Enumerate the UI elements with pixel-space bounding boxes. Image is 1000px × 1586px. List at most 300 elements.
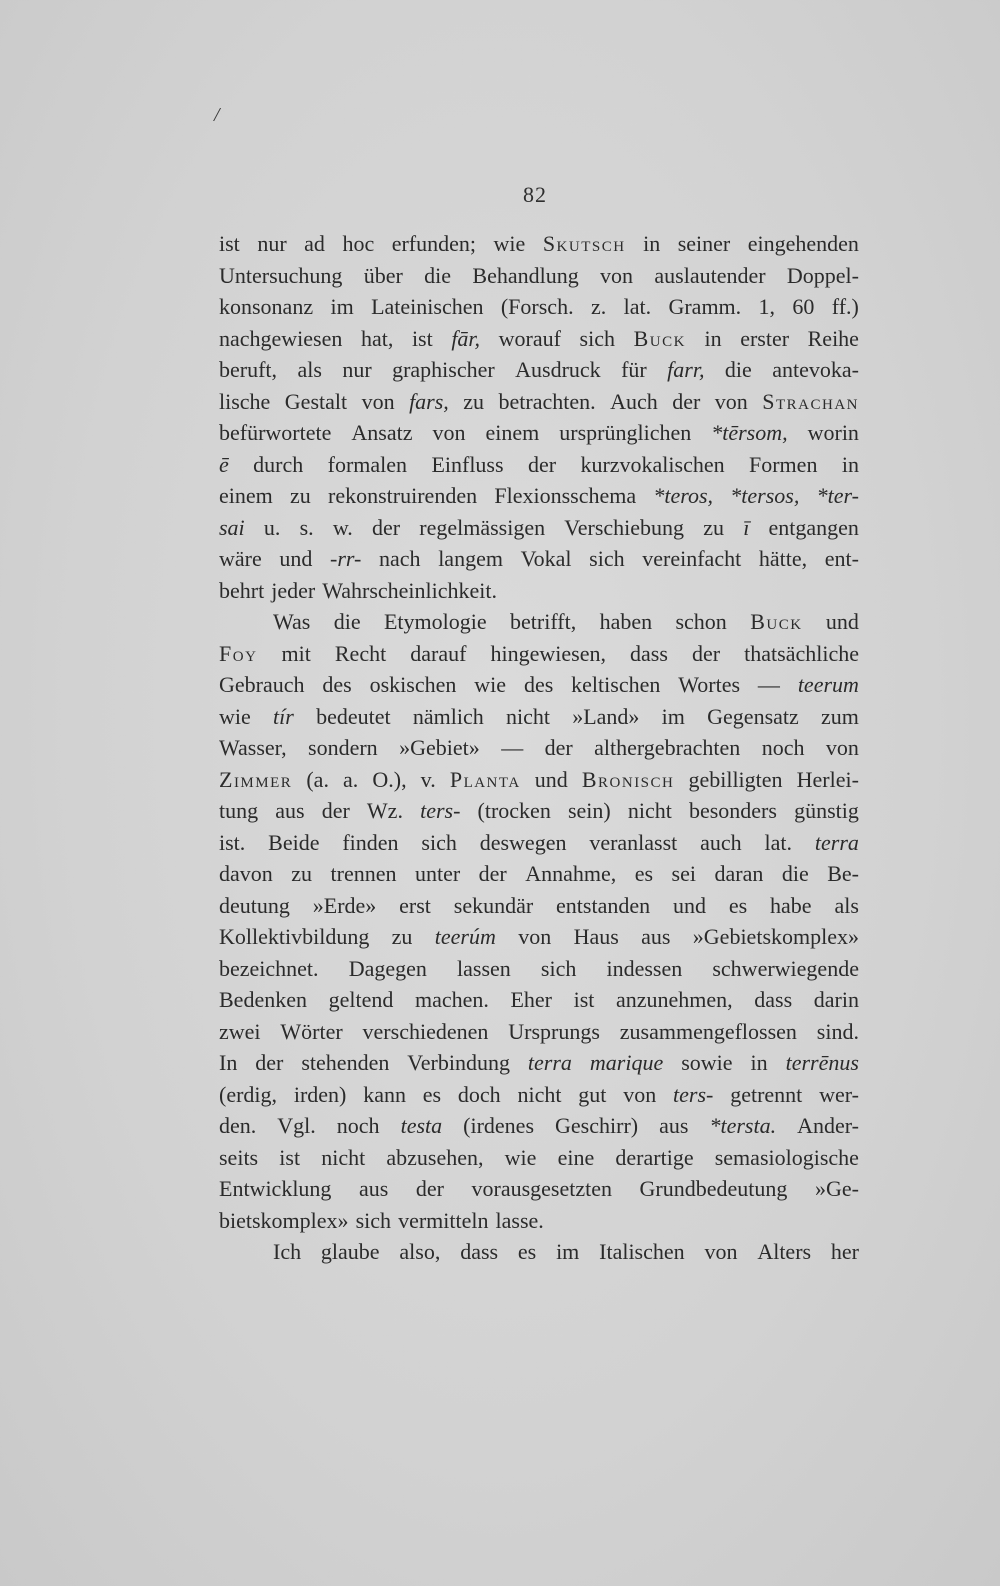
word: nur xyxy=(342,357,372,382)
word: auch xyxy=(700,829,742,855)
text-line xyxy=(219,480,859,512)
word: hoc xyxy=(342,231,375,256)
word: eingehenden xyxy=(747,231,859,256)
word: u. xyxy=(263,514,281,540)
word: wie xyxy=(504,1144,537,1170)
word: der xyxy=(478,861,507,886)
word: Kollektivbildung xyxy=(219,924,370,949)
text-line xyxy=(219,732,859,764)
word: in xyxy=(750,1050,768,1075)
word: also, xyxy=(399,1239,441,1264)
text-line xyxy=(219,1236,859,1268)
word: aus xyxy=(358,1176,389,1201)
word: Gegensatz xyxy=(707,703,799,729)
word: hingewiesen, xyxy=(490,640,606,666)
word: vermitteln xyxy=(398,1207,489,1233)
word: ist xyxy=(573,987,595,1012)
word: auslautender xyxy=(654,262,766,288)
word: aus xyxy=(659,1113,689,1138)
word: ent- xyxy=(824,546,859,571)
word: »Erde» xyxy=(312,892,377,918)
word: a. xyxy=(343,766,359,792)
text-line xyxy=(219,1047,859,1079)
word: ist xyxy=(219,231,240,256)
word: terra xyxy=(814,829,859,855)
word: befürwortete xyxy=(219,420,332,445)
word: der xyxy=(415,1176,444,1201)
word: zu xyxy=(463,388,485,414)
word: teerúm xyxy=(434,924,496,949)
word: Planta xyxy=(449,766,521,792)
word: lassen xyxy=(457,955,511,981)
word: z. xyxy=(590,294,607,319)
word: der xyxy=(692,640,721,666)
word: Gebrauch xyxy=(219,672,305,697)
word: gebilligten xyxy=(688,766,783,792)
word: nach xyxy=(379,546,421,571)
word: zu xyxy=(391,924,413,949)
text-line xyxy=(219,260,859,292)
word: Einfluss xyxy=(431,451,504,477)
word: ist xyxy=(411,325,433,351)
word: »Gebiet» xyxy=(399,735,480,760)
word: tung xyxy=(219,798,259,823)
word: zu xyxy=(290,483,311,508)
word: — xyxy=(501,735,524,760)
text-line xyxy=(219,1016,859,1048)
word: Reihe xyxy=(807,325,859,351)
word: ad xyxy=(304,231,325,256)
word: wäre xyxy=(219,546,262,571)
word: einem xyxy=(485,420,540,445)
word: Wz. xyxy=(366,798,403,823)
word: bietskomplex» xyxy=(219,1207,349,1233)
word: Haus xyxy=(573,924,619,949)
word: derartige xyxy=(615,1144,694,1170)
word: sind. xyxy=(816,1018,859,1044)
word: semasiologische xyxy=(714,1144,859,1170)
text-line xyxy=(219,921,859,953)
word: seits xyxy=(219,1144,259,1170)
word: sowie xyxy=(681,1050,733,1075)
word: Geschirr) xyxy=(555,1113,639,1138)
word: Grundbedeutung xyxy=(639,1176,788,1201)
text-line xyxy=(219,291,859,323)
text-line xyxy=(219,606,859,638)
word: wie xyxy=(474,672,507,697)
body-text xyxy=(219,228,859,1268)
word: indessen xyxy=(606,955,683,981)
word: antevoka- xyxy=(772,357,859,382)
word: wie xyxy=(493,231,526,256)
word: darin xyxy=(813,987,859,1012)
word: noch xyxy=(761,735,805,760)
word: Doppel- xyxy=(786,262,859,288)
word: doch xyxy=(457,1081,501,1107)
word: ist xyxy=(279,1144,301,1170)
word: oskischen xyxy=(369,672,457,697)
word: den. xyxy=(219,1113,257,1138)
word: im xyxy=(556,1239,580,1264)
word: ff.) xyxy=(831,294,859,319)
word: erst xyxy=(399,892,431,918)
word: Dagegen xyxy=(348,955,427,981)
word: v. xyxy=(420,766,436,792)
word: Be- xyxy=(827,861,859,886)
text-line xyxy=(219,575,859,607)
word: Etymologie xyxy=(383,609,487,634)
page-number: 82 xyxy=(523,182,547,207)
word: entgangen xyxy=(768,514,859,540)
word: darauf xyxy=(410,640,467,666)
word: sondern xyxy=(308,735,378,760)
word: deswegen xyxy=(479,829,567,855)
word: Entwicklung xyxy=(219,1176,332,1201)
text-line xyxy=(219,449,859,481)
text-line xyxy=(219,953,859,985)
word: her xyxy=(830,1239,859,1264)
word: wie xyxy=(219,703,251,729)
word: der xyxy=(321,798,350,823)
word: Verbindung xyxy=(407,1050,510,1075)
word: »Land» xyxy=(572,703,640,729)
word: und xyxy=(825,609,859,634)
word: ē xyxy=(219,451,229,477)
text-line xyxy=(219,890,859,922)
word: die xyxy=(424,262,452,288)
word: veranlasst xyxy=(589,829,678,855)
word: Gestalt xyxy=(284,388,348,414)
word: Buck xyxy=(633,325,686,351)
word: Beide xyxy=(268,829,320,855)
word: konsonanz xyxy=(219,294,314,319)
word: und xyxy=(279,546,313,571)
word: Wörter xyxy=(280,1018,343,1044)
word: Recht xyxy=(334,640,387,666)
word: irden) xyxy=(293,1081,347,1107)
text-line xyxy=(219,417,859,449)
word: hat, xyxy=(360,325,394,351)
word: *teros, xyxy=(653,483,714,508)
word: des xyxy=(322,672,352,697)
word: fār, xyxy=(451,325,481,351)
word: (irdenes xyxy=(463,1113,535,1138)
word: 1, xyxy=(758,294,776,319)
word: Alters xyxy=(757,1239,812,1264)
word: Ursprungs xyxy=(508,1018,600,1044)
word: testa xyxy=(400,1113,443,1138)
word: in xyxy=(841,451,859,477)
word: von xyxy=(600,262,634,288)
word: lat. xyxy=(623,294,652,319)
text-line xyxy=(219,638,859,670)
word: besonders xyxy=(688,798,777,823)
word: schon xyxy=(675,609,727,634)
word: anzunehmen, xyxy=(616,987,733,1012)
word: beruft, xyxy=(219,357,278,382)
word: der xyxy=(527,451,557,477)
word: marique xyxy=(589,1050,664,1075)
word: über xyxy=(363,262,403,288)
word: haben xyxy=(599,609,653,634)
word: sich xyxy=(579,325,615,351)
word: -rr- xyxy=(330,546,362,571)
text-line xyxy=(219,1173,859,1205)
word: habe xyxy=(770,892,812,918)
word: des xyxy=(523,672,554,697)
word: Buck xyxy=(750,609,803,634)
word: althergebrachten xyxy=(594,735,741,760)
word: tír xyxy=(273,703,294,729)
word: langem xyxy=(438,546,503,571)
text-line xyxy=(219,669,859,701)
word: durch xyxy=(253,451,304,477)
word: günstig xyxy=(794,798,859,823)
word: geltend xyxy=(328,987,394,1012)
word: Eher xyxy=(510,987,552,1012)
word: — xyxy=(757,672,780,697)
word: Foy xyxy=(219,640,258,666)
word: (Forsch. xyxy=(500,294,574,319)
word: Wortes xyxy=(678,672,741,697)
word: sich xyxy=(355,1207,392,1233)
word: Was xyxy=(273,609,311,634)
word: verschiedenen xyxy=(362,1018,489,1044)
word: es xyxy=(634,861,654,886)
word: jeder xyxy=(271,577,316,603)
word: es xyxy=(728,892,748,918)
word: zu xyxy=(703,514,724,540)
word: Ich xyxy=(273,1239,302,1264)
word: von xyxy=(518,924,552,949)
word: dass xyxy=(754,987,793,1012)
word: lat. xyxy=(764,829,793,855)
word: farr, xyxy=(667,357,705,382)
word: sein) xyxy=(567,798,611,823)
word: Bedenken xyxy=(219,987,307,1012)
word: noch xyxy=(336,1113,380,1138)
word: mit xyxy=(281,640,311,666)
word: zusammengeflossen xyxy=(619,1018,797,1044)
word: finden xyxy=(342,829,399,855)
word: von xyxy=(432,420,466,445)
word: zwei xyxy=(219,1018,261,1044)
word: keltischen xyxy=(571,672,661,697)
word: formalen xyxy=(327,451,408,477)
word: und xyxy=(534,766,568,792)
word: *tērsom, xyxy=(711,420,788,445)
word: erfunden; xyxy=(391,231,477,256)
word: ters- xyxy=(673,1081,714,1107)
word: Lateinischen xyxy=(371,294,484,319)
word: abzusehen, xyxy=(386,1144,484,1170)
text-line xyxy=(219,543,859,575)
word: aus xyxy=(275,798,305,823)
word: Skutsch xyxy=(542,231,626,256)
word: betrifft, xyxy=(510,609,577,634)
stray-mark: / xyxy=(214,104,220,126)
word: Herlei- xyxy=(796,766,859,792)
text-line xyxy=(219,764,859,796)
word: entstanden xyxy=(556,892,651,918)
word: nicht xyxy=(321,1144,366,1170)
word: glaube xyxy=(320,1239,380,1264)
word: rekonstruirenden xyxy=(328,483,478,508)
word: worauf xyxy=(498,325,561,351)
word: lasse. xyxy=(495,1207,544,1233)
text-line xyxy=(219,354,859,386)
word: *tersos, xyxy=(730,483,800,508)
word: es xyxy=(422,1081,442,1107)
word: Strachan xyxy=(762,388,859,414)
word: und xyxy=(673,892,706,918)
word: terra xyxy=(527,1050,572,1075)
word: Annahme, xyxy=(525,861,617,886)
text-line xyxy=(219,323,859,355)
word: die xyxy=(333,609,361,634)
word: In xyxy=(219,1050,238,1075)
word: zum xyxy=(821,703,859,729)
word: machen. xyxy=(414,987,489,1012)
word: die xyxy=(781,861,809,886)
word: teerum xyxy=(797,672,859,697)
word: als xyxy=(297,357,322,382)
word: w. xyxy=(332,514,353,540)
word: (erdig, xyxy=(219,1081,278,1107)
word: kurzvokalischen xyxy=(580,451,725,477)
word: worin xyxy=(807,420,859,445)
word: vereinfacht xyxy=(642,546,742,571)
text-line xyxy=(219,701,859,733)
text-line xyxy=(219,1079,859,1111)
word: bedeutet xyxy=(316,703,391,729)
word: gut xyxy=(578,1081,607,1107)
word: der xyxy=(371,514,401,540)
word: seiner xyxy=(677,231,731,256)
text-line xyxy=(219,228,859,260)
word: Zimmer xyxy=(219,766,293,792)
word: nachgewiesen xyxy=(219,325,343,351)
word: in xyxy=(704,325,722,351)
word: graphischer xyxy=(392,357,495,382)
word: Auch xyxy=(610,388,658,414)
word: deutung xyxy=(219,892,290,918)
word: Wasser, xyxy=(219,735,287,760)
word: Italischen xyxy=(599,1239,685,1264)
word: Formen xyxy=(749,451,818,477)
word: für xyxy=(621,357,647,382)
word: sich xyxy=(421,829,457,855)
word: wer- xyxy=(819,1081,859,1107)
word: sekundär xyxy=(453,892,534,918)
text-line xyxy=(219,858,859,890)
word: fars, xyxy=(409,388,449,414)
word: von xyxy=(714,388,748,414)
word: eine xyxy=(557,1144,595,1170)
word: nicht xyxy=(517,1081,562,1107)
word: »Gebietskomplex» xyxy=(692,924,859,949)
word: bezeichnet. xyxy=(219,955,319,981)
word: es xyxy=(517,1239,537,1264)
word: einem xyxy=(219,483,273,508)
word: schwerwiegende xyxy=(712,955,859,981)
text-line xyxy=(219,386,859,418)
word: ī xyxy=(743,514,750,540)
word: (a. xyxy=(306,766,329,792)
word: dass xyxy=(460,1239,499,1264)
word: terrēnus xyxy=(785,1050,859,1075)
text-line xyxy=(219,1205,859,1237)
text-line xyxy=(219,795,859,827)
word: s. xyxy=(299,514,314,540)
word: sich xyxy=(589,546,625,571)
word: thatsächliche xyxy=(744,640,859,666)
word: lische xyxy=(219,388,271,414)
word: der xyxy=(544,735,573,760)
text-line xyxy=(219,984,859,1016)
word: Ausdruck xyxy=(515,357,601,382)
word: dass xyxy=(630,640,668,666)
word: ist. xyxy=(219,829,246,855)
word: von xyxy=(704,1239,738,1264)
word: stehenden xyxy=(301,1050,390,1075)
word: trennen xyxy=(330,861,397,886)
word: Verschiebung xyxy=(564,514,685,540)
word: nur xyxy=(257,231,287,256)
word: sich xyxy=(540,955,577,981)
word: aus xyxy=(641,924,671,949)
word: Vgl. xyxy=(277,1113,316,1138)
word: hätte, xyxy=(758,546,808,571)
word: Bronisch xyxy=(581,766,675,792)
word: die xyxy=(724,357,752,382)
word: vorausgesetzten xyxy=(471,1176,612,1201)
word: nämlich xyxy=(412,703,484,729)
text-line xyxy=(219,512,859,544)
word: ursprünglichen xyxy=(559,420,692,445)
word: Ander- xyxy=(797,1113,859,1138)
word: sai xyxy=(219,514,245,540)
word: getrennt xyxy=(730,1081,803,1107)
word: ters- xyxy=(420,798,461,823)
word: betrachten. xyxy=(498,388,596,414)
word: von xyxy=(361,388,395,414)
word: als xyxy=(834,892,859,918)
word: Vokal xyxy=(520,546,572,571)
word: »Ge- xyxy=(814,1176,859,1201)
word: unter xyxy=(414,861,461,886)
word: erster xyxy=(740,325,790,351)
word: behrt xyxy=(219,577,265,603)
word: Wahrscheinlichkeit. xyxy=(322,577,498,603)
word: sei xyxy=(671,861,696,886)
word: regelmässigen xyxy=(419,514,546,540)
word: Behandlung xyxy=(472,262,579,288)
word: zu xyxy=(291,861,313,886)
word: O.), xyxy=(372,766,407,792)
text-line xyxy=(219,827,859,859)
word: 60 xyxy=(792,294,815,319)
word: im xyxy=(661,703,685,729)
word: daran xyxy=(714,861,764,886)
text-line xyxy=(219,1110,859,1142)
word: kann xyxy=(363,1081,406,1107)
word: Flexionsschema xyxy=(494,483,637,508)
word: der xyxy=(255,1050,284,1075)
word: *ter- xyxy=(816,483,859,508)
word: der xyxy=(672,388,701,414)
word: nicht xyxy=(505,703,550,729)
